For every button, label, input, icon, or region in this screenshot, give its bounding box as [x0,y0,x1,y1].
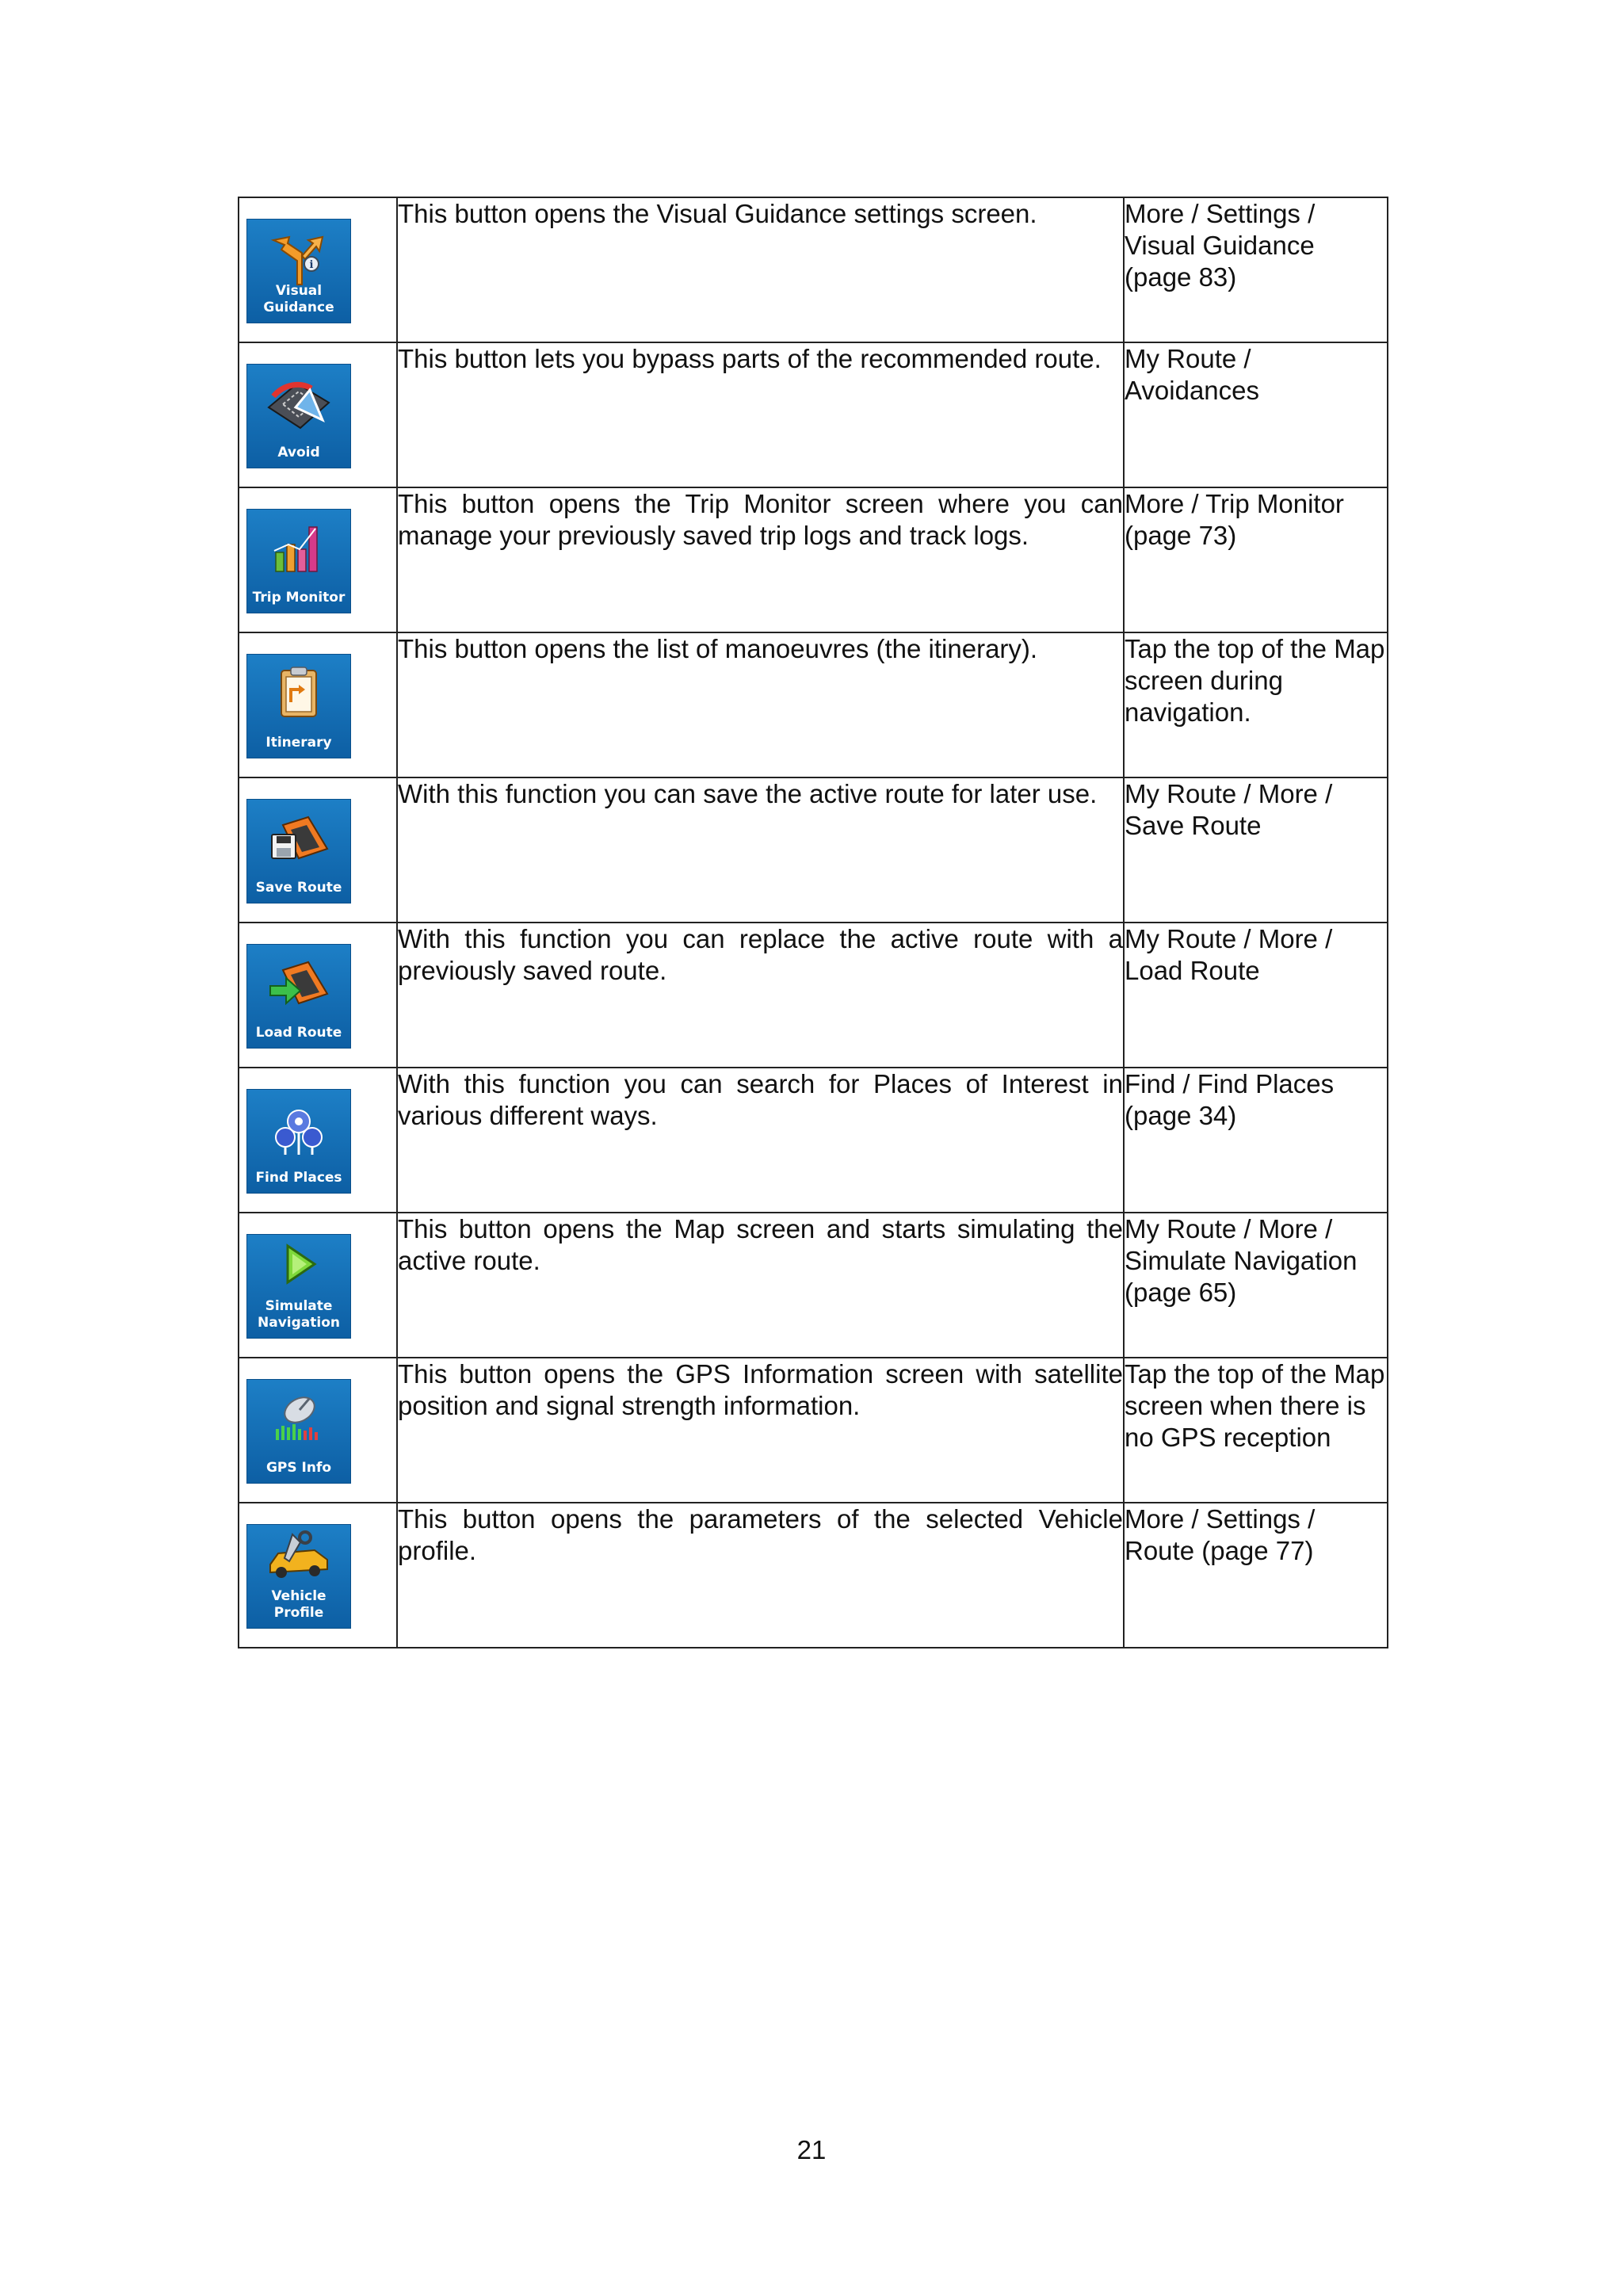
description-cell: This button opens the list of manoeuvres (the itinerary). [397,632,1124,777]
icon-cell [239,197,397,342]
icon-cell [239,1358,397,1503]
table-row [239,632,1388,777]
menu-path-cell: Tap the top of the Map screen during navigation. [1124,632,1388,777]
menu-path-cell: My Route / Avoidances [1124,342,1388,487]
save-route-icon [247,808,350,869]
icon-cell [239,923,397,1068]
description-cell: This button opens the Visual Guidance settings screen. [397,197,1124,342]
table-row [239,342,1388,487]
find-places-icon [247,1098,350,1159]
icon-label: Visual Guidance [263,283,334,315]
table-row [239,1213,1388,1358]
icon-label: Itinerary [265,735,332,751]
description-cell: This button lets you bypass parts of the recommended route. [397,342,1124,487]
vehicle-profile-icon [247,1528,350,1584]
table-row [239,777,1388,923]
icon-cell [239,777,397,923]
trip-monitor-icon [247,518,350,579]
menu-path-cell: More / Settings / Route (page 77) [1124,1503,1388,1648]
avoid-icon [247,372,350,434]
description-cell: This button opens the Map screen and starts simulating the active route. [397,1213,1124,1358]
simulate-navigation-button[interactable] [246,1234,351,1339]
icon-cell [239,342,397,487]
menu-path-cell: Tap the top of the Map screen when there is no GPS reception [1124,1358,1388,1503]
itinerary-button[interactable] [246,654,351,758]
icon-cell [239,487,397,632]
icon-label: GPS Info [265,1460,332,1476]
description-cell: This button opens the GPS Information screen with satellite position and signal strength information. [397,1358,1124,1503]
load-route-icon [247,953,350,1014]
vehicle-profile-button[interactable] [246,1524,351,1629]
description-cell: With this function you can search for Places of Interest in various different ways. [397,1068,1124,1213]
icon-cell [239,1213,397,1358]
menu-path-cell: My Route / More / Simulate Navigation (page 65) [1124,1213,1388,1358]
table-row [239,1068,1388,1213]
find-places-button[interactable] [246,1089,351,1194]
description-cell: With this function you can save the active route for later use. [397,777,1124,923]
description-cell: This button opens the parameters of the selected Vehicle profile. [397,1503,1124,1648]
trip-monitor-button[interactable] [246,509,351,613]
svg-text:i: i [309,259,314,271]
visual-guidance-button[interactable] [246,219,351,323]
table-row [239,487,1388,632]
icon-label: Avoid [277,445,320,460]
table-row [239,197,1388,342]
table-row [239,923,1388,1068]
visual-guidance-icon [247,227,350,289]
icon-cell [239,1503,397,1648]
gps-info-button[interactable] [246,1379,351,1484]
avoid-button[interactable] [246,364,351,468]
icon-label: Trip Monitor [252,590,346,606]
icon-label: Save Route [255,880,342,896]
save-route-button[interactable] [246,799,351,904]
feature-table [238,197,1388,1648]
menu-path-cell: More / Settings / Visual Guidance (page 83) [1124,197,1388,342]
itinerary-icon [247,663,350,724]
description-cell: This button opens the Trip Monitor screen where you can manage your previously saved trip logs and track logs. [397,487,1124,632]
menu-path-cell: More / Trip Monitor (page 73) [1124,487,1388,632]
icon-label: Vehicle Profile [271,1588,327,1621]
table-row [239,1503,1388,1648]
load-route-button[interactable] [246,944,351,1049]
page-number: 21 [796,2135,827,2164]
gps-info-icon [247,1388,350,1450]
icon-label: Load Route [255,1025,342,1041]
description-cell: With this function you can replace the active route with a previously saved route. [397,923,1124,1068]
menu-path-cell: Find / Find Places (page 34) [1124,1068,1388,1213]
icon-cell [239,1068,397,1213]
simulate-navigation-icon [247,1238,350,1290]
menu-path-cell: My Route / More / Save Route [1124,777,1388,923]
icon-label: Simulate Navigation [258,1298,340,1331]
menu-path-cell: My Route / More / Load Route [1124,923,1388,1068]
icon-label: Find Places [255,1170,342,1186]
table-row [239,1358,1388,1503]
icon-cell [239,632,397,777]
